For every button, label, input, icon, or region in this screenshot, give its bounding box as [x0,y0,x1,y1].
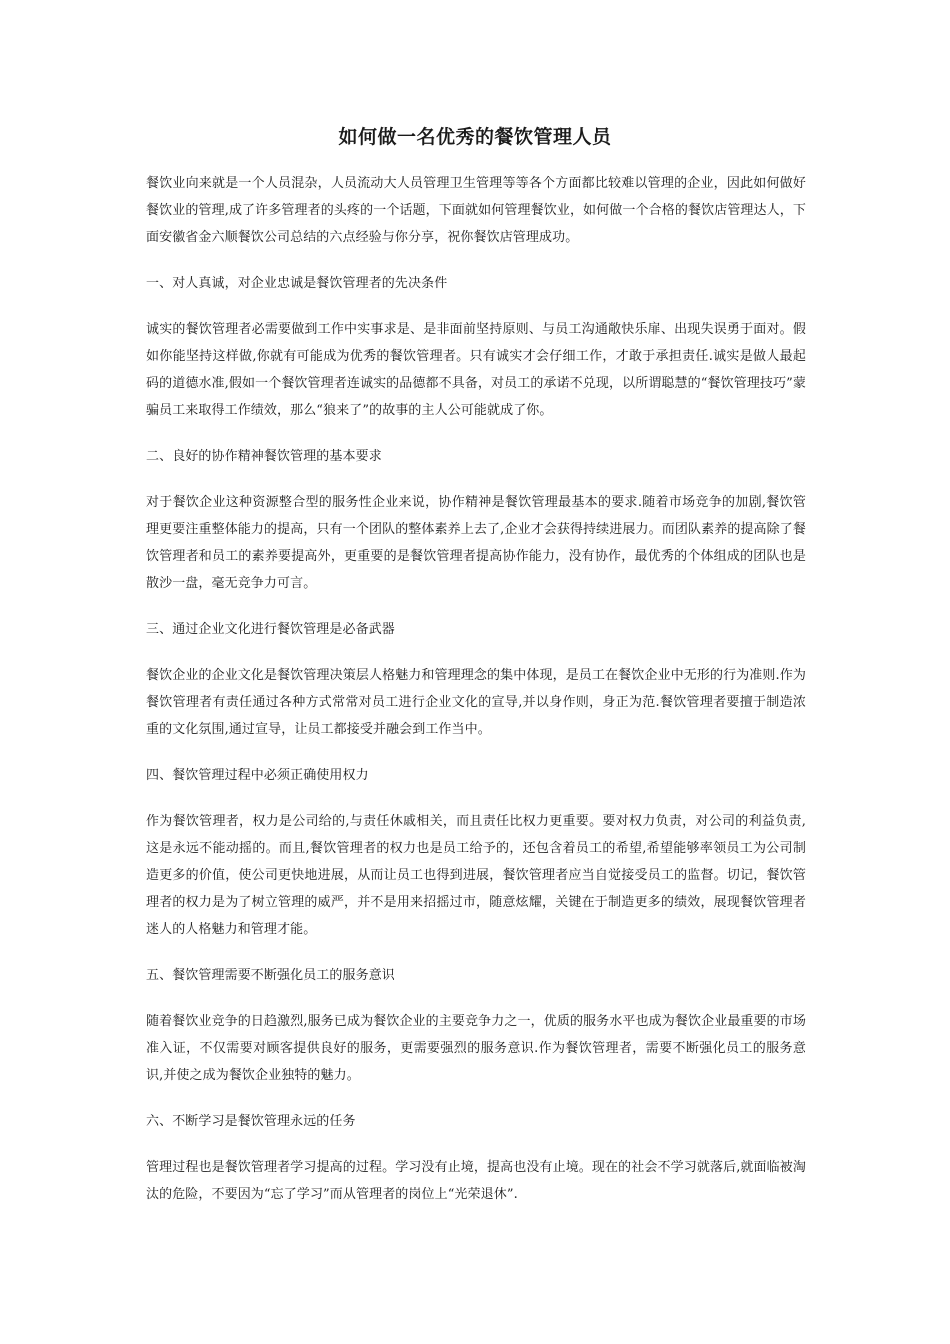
document-body [146,170,806,1208]
section-body-5: 随着餐饮业竞争的日趋激烈,服务已成为餐饮企业的主要竞争力之一，优质的服务水平也成为餐饮企业最重要的市场准入证，不仅需要对顾客提供良好的服务，更需要强烈的服务意识.作为餐饮管理者，需要不断强化员工的服务意识,并使之成为餐饮企业独特的魅力。 [146,1014,806,1083]
intro-paragraph: 餐饮业向来就是一个人员混杂，人员流动大人员管理卫生管理等等各个方面都比较难以管理的企业，因此如何做好餐饮业的管理,成了许多管理者的头疼的一个话题，下面就如何管理餐饮业，如何做一个合格的餐饮店管理达人，下面安徽省金六顺餐饮公司总结的六点经验与你分享，祝你餐饮店管理成功。 [146,176,806,245]
section-body-1: 诚实的餐饮管理者必需要做到工作中实事求是、是非面前坚持原则、与员工沟通敞快乐扉、出现失误勇于面对。假如你能坚持这样做,你就有可能成为优秀的餐饮管理者。只有诚实才会仔细工作，才敢于承担责任.诚实是做人最起码的道德水准,假如一个餐饮管理者连诚实的品德都不具备，对员工的承诺不兑现，以所谓聪慧的“餐饮管理技巧”蒙骗员工来取得工作绩效，那么“狼来了”的故事的主人公可能就成了你。 [146,322,806,418]
section-heading-4: 四、餐饮管理过程中必须正确使用权力 [146,768,369,783]
section-heading-1: 一、对人真诚，对企业忠诚是餐饮管理者的先决条件 [146,276,448,291]
section-heading-3: 三、通过企业文化进行餐饮管理是必备武器 [146,622,395,637]
section-body-4: 作为餐饮管理者，权力是公司给的,与责任休戚相关，而且责任比权力更重要。要对权力负责，对公司的利益负责,这是永远不能动摇的。而且,餐饮管理者的权力也是员工给予的，还包含着员工的希望,希望能够率领员工为公司制造更多的价值，使公司更快地进展，从而让员工也得到进展，餐饮管理者应当自觉接受员工的监督。切记，餐饮管理者的权力是为了树立管理的威严，并不是用来招摇过市，随意炫耀，关键在于制造更多的绩效，展现餐饮管理者迷人的人格魅力和管理才能。 [146,814,806,937]
section-body-3: 餐饮企业的企业文化是餐饮管理决策层人格魅力和管理理念的集中体现，是员工在餐饮企业中无形的行为准则.作为餐饮管理者有责任通过各种方式常常对员工进行企业文化的宣导,并以身作则，身正为范.餐饮管理者要擅于制造浓重的文化氛围,通过宣导，让员工都接受并融会到工作当中。 [146,668,806,737]
section-body-2: 对于餐饮企业这种资源整合型的服务性企业来说，协作精神是餐饮管理最基本的要求.随着市场竞争的加剧,餐饮管理更要注重整体能力的提高，只有一个团队的整体素养上去了,企业才会获得持续进展力。而团队素养的提高除了餐饮管理者和员工的素养要提高外，更重要的是餐饮管理者提高协作能力，没有协作，最优秀的个体组成的团队也是散沙一盘，毫无竞争力可言。 [146,495,806,591]
section-heading-2: 二、良好的协作精神餐饮管理的基本要求 [146,449,382,464]
section-heading-5: 五、餐饮管理需要不断强化员工的服务意识 [146,968,395,983]
section-heading-6: 六、不断学习是餐饮管理永远的任务 [146,1114,356,1129]
document-title: 如何做一名优秀的餐饮管理人员 [338,126,612,148]
section-body-6: 管理过程也是餐饮管理者学习提高的过程。学习没有止境，提高也没有止境。现在的社会不学习就落后,就面临被淘汰的危险，不要因为“忘了学习”而从管理者的岗位上“光荣退休”. [146,1160,806,1202]
